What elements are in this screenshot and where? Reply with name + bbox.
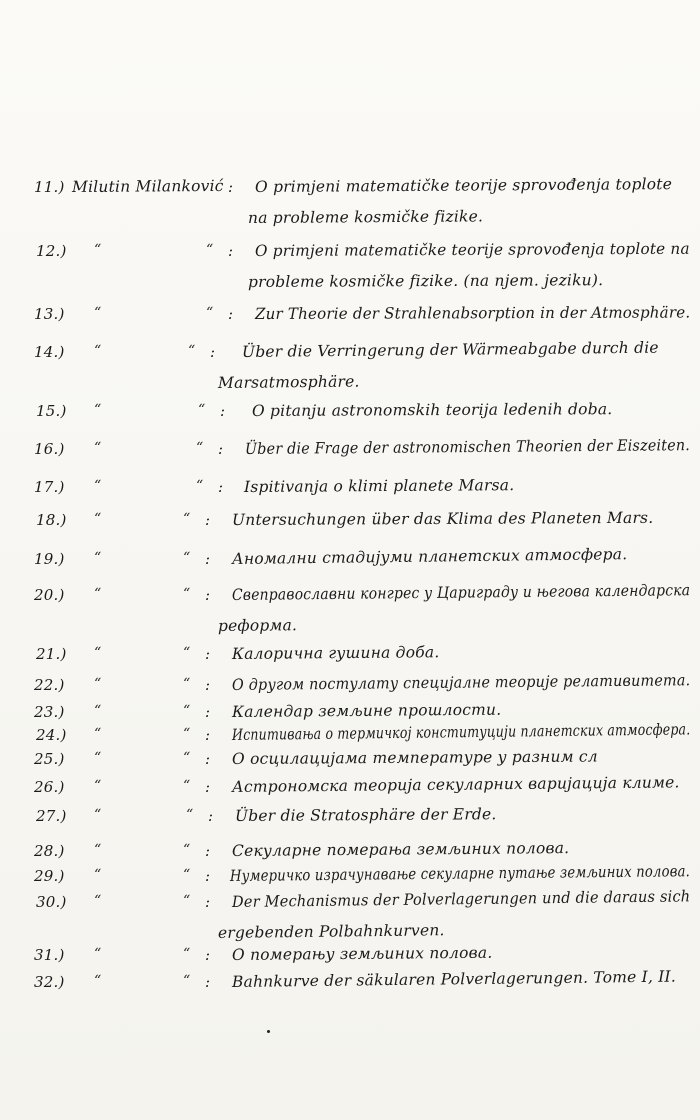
author-ditto-mark: “	[94, 550, 102, 566]
entry-colon: :	[205, 973, 211, 991]
author-ditto-mark: “	[94, 778, 102, 794]
entry-title-line: Über die Verringerung der Wärmeabgabe durch die	[241, 338, 659, 361]
colon-ditto-mark: “	[196, 478, 204, 494]
entry-number: 23.)	[34, 703, 65, 721]
colon-ditto-mark: “	[188, 343, 196, 359]
entry-title-line: Календар земљине прошлости.	[231, 700, 502, 721]
colon-ditto-mark: “	[183, 586, 191, 602]
entry-number: 15.)	[36, 402, 67, 420]
entry-number: 32.)	[34, 973, 65, 991]
entry-number: 11.)	[34, 178, 65, 196]
author-ditto-mark: “	[94, 726, 102, 742]
entry-number: 30.)	[36, 893, 67, 911]
entry-title-line: Аномални стадијуми планетских атмосфера.	[231, 545, 628, 568]
entry-colon: :	[228, 242, 234, 260]
colon-ditto-mark: “	[183, 778, 191, 794]
entry-number: 31.)	[34, 946, 65, 964]
author-ditto-mark: “	[94, 807, 102, 823]
entry-title-line: О померању земљиних полова.	[231, 943, 493, 964]
author-ditto-mark: “	[94, 402, 102, 418]
entry-colon: :	[208, 807, 214, 825]
colon-ditto-mark: “	[183, 750, 191, 766]
author-ditto-mark: “	[94, 305, 102, 321]
colon-ditto-mark: “	[183, 946, 191, 962]
entry-colon: :	[218, 478, 224, 496]
entry-colon: :	[205, 586, 211, 604]
entry-colon: :	[205, 778, 211, 796]
author-ditto-mark: “	[94, 750, 102, 766]
entry-number: 16.)	[34, 440, 65, 458]
entry-colon: :	[218, 440, 224, 458]
entry-colon: :	[210, 343, 216, 361]
entry-colon: :	[228, 305, 234, 323]
author-ditto-mark: “	[94, 242, 102, 258]
entry-number: 18.)	[36, 511, 67, 529]
colon-ditto-mark: “	[206, 305, 214, 321]
entry-number: 12.)	[36, 242, 67, 260]
entry-title-line: probleme kosmičke fizike. (na njem. jeziku).	[247, 271, 604, 291]
entry-title-line: Über die Stratosphäre der Erde.	[234, 805, 497, 825]
author-ditto-mark: “	[94, 973, 102, 989]
author-ditto-mark: “	[94, 676, 102, 692]
entry-number: 24.)	[36, 726, 67, 744]
colon-ditto-mark: “	[183, 973, 191, 989]
colon-ditto-mark: “	[183, 842, 191, 858]
entry-title-line: Bahnkurve der säkularen Polverlagerungen. Tome I, II.	[231, 967, 677, 991]
author-name: Milutin Milanković	[71, 176, 224, 196]
entry-title-line: Untersuchungen über das Klima des Planeten Mars.	[231, 508, 654, 529]
entry-title-line: Der Mechanismus der Polverlagerungen und die daraus sich	[231, 887, 691, 911]
author-ditto-mark: “	[94, 586, 102, 602]
entry-colon: :	[205, 645, 211, 663]
colon-ditto-mark: “	[206, 242, 214, 258]
entry-number: 19.)	[34, 550, 65, 568]
entry-title-line: Испитивања о термичкој конституцији планетских атмосфера.	[231, 720, 691, 744]
colon-ditto-mark: “	[183, 550, 191, 566]
colon-ditto-mark: “	[198, 402, 206, 418]
colon-ditto-mark: “	[183, 703, 191, 719]
entry-number: 17.)	[34, 478, 65, 496]
entry-title-line: Свеправославни конгрес у Цариграду и његова календарска	[231, 581, 691, 604]
entry-number: 25.)	[34, 750, 65, 768]
entry-number: 26.)	[34, 778, 65, 796]
entry-title-line: О осцилацијама температуре у разним сл	[231, 747, 598, 768]
entry-colon: :	[205, 867, 211, 885]
author-ditto-mark: “	[94, 478, 102, 494]
entry-number: 21.)	[36, 645, 67, 663]
author-ditto-mark: “	[94, 440, 102, 456]
entry-colon: :	[205, 676, 211, 694]
entry-title-line: Калорична гушина доба.	[231, 643, 440, 663]
entry-title-line: Секуларне померања земљиних полова.	[231, 839, 570, 860]
entry-colon: :	[205, 550, 211, 568]
entry-title-line: реформа.	[217, 616, 298, 635]
colon-ditto-mark: “	[196, 440, 204, 456]
ink-dot	[267, 1030, 270, 1033]
entry-title-line: Астрономска теорија секуларних варијација климе.	[231, 773, 680, 796]
colon-ditto-mark: “	[183, 726, 191, 742]
author-ditto-mark: “	[94, 893, 102, 909]
author-ditto-mark: “	[94, 946, 102, 962]
colon-ditto-mark: “	[183, 867, 191, 883]
entry-number: 29.)	[34, 867, 65, 885]
entry-title-line: O primjeni matematičke teorije sprovođenja toplote na	[254, 239, 690, 260]
entry-number: 14.)	[34, 343, 65, 361]
entry-number: 27.)	[36, 807, 67, 825]
author-ditto-mark: “	[94, 645, 102, 661]
entry-colon: :	[205, 750, 211, 768]
entry-title-line: О другом постулату специјалне теорије релативитета.	[231, 671, 691, 694]
entry-title-line: Ispitivanja o klimi planete Marsa.	[243, 476, 515, 496]
entry-colon: :	[205, 946, 211, 964]
entry-title-line: ergebenden Polbahnkurven.	[217, 921, 445, 942]
entry-title-line: Нумеричко израчунавање секуларне путање земљиних полова.	[229, 862, 691, 885]
entry-colon: :	[205, 726, 211, 744]
entry-number: 28.)	[34, 842, 65, 860]
colon-ditto-mark: “	[186, 807, 194, 823]
entry-colon: :	[228, 178, 234, 196]
entry-number: 13.)	[34, 305, 65, 323]
author-ditto-mark: “	[94, 867, 102, 883]
entry-title-line: na probleme kosmičke fizike.	[247, 207, 484, 227]
entry-title-line: Marsatmosphäre.	[217, 372, 360, 392]
entry-title-line: O primjeni matematičke teorije sprovođenja toplote	[254, 175, 673, 196]
colon-ditto-mark: “	[183, 893, 191, 909]
entry-title-line: O pitanju astronomskih teorija ledenih doba.	[251, 400, 613, 420]
author-ditto-mark: “	[94, 842, 102, 858]
entry-colon: :	[205, 511, 211, 529]
entry-colon: :	[205, 893, 211, 911]
entry-colon: :	[220, 402, 226, 420]
entry-number: 22.)	[34, 676, 65, 694]
entry-colon: :	[205, 703, 211, 721]
entry-title-line: Zur Theorie der Strahlenabsorption in der Atmosphäre.	[254, 303, 691, 323]
colon-ditto-mark: “	[183, 511, 191, 527]
entry-colon: :	[205, 842, 211, 860]
colon-ditto-mark: “	[183, 645, 191, 661]
entry-number: 20.)	[34, 586, 65, 604]
author-ditto-mark: “	[94, 703, 102, 719]
entry-title-line: Über die Frage der astronomischen Theorien der Eiszeiten.	[244, 436, 691, 458]
colon-ditto-mark: “	[183, 676, 191, 692]
author-ditto-mark: “	[94, 343, 102, 359]
author-ditto-mark: “	[94, 511, 102, 527]
